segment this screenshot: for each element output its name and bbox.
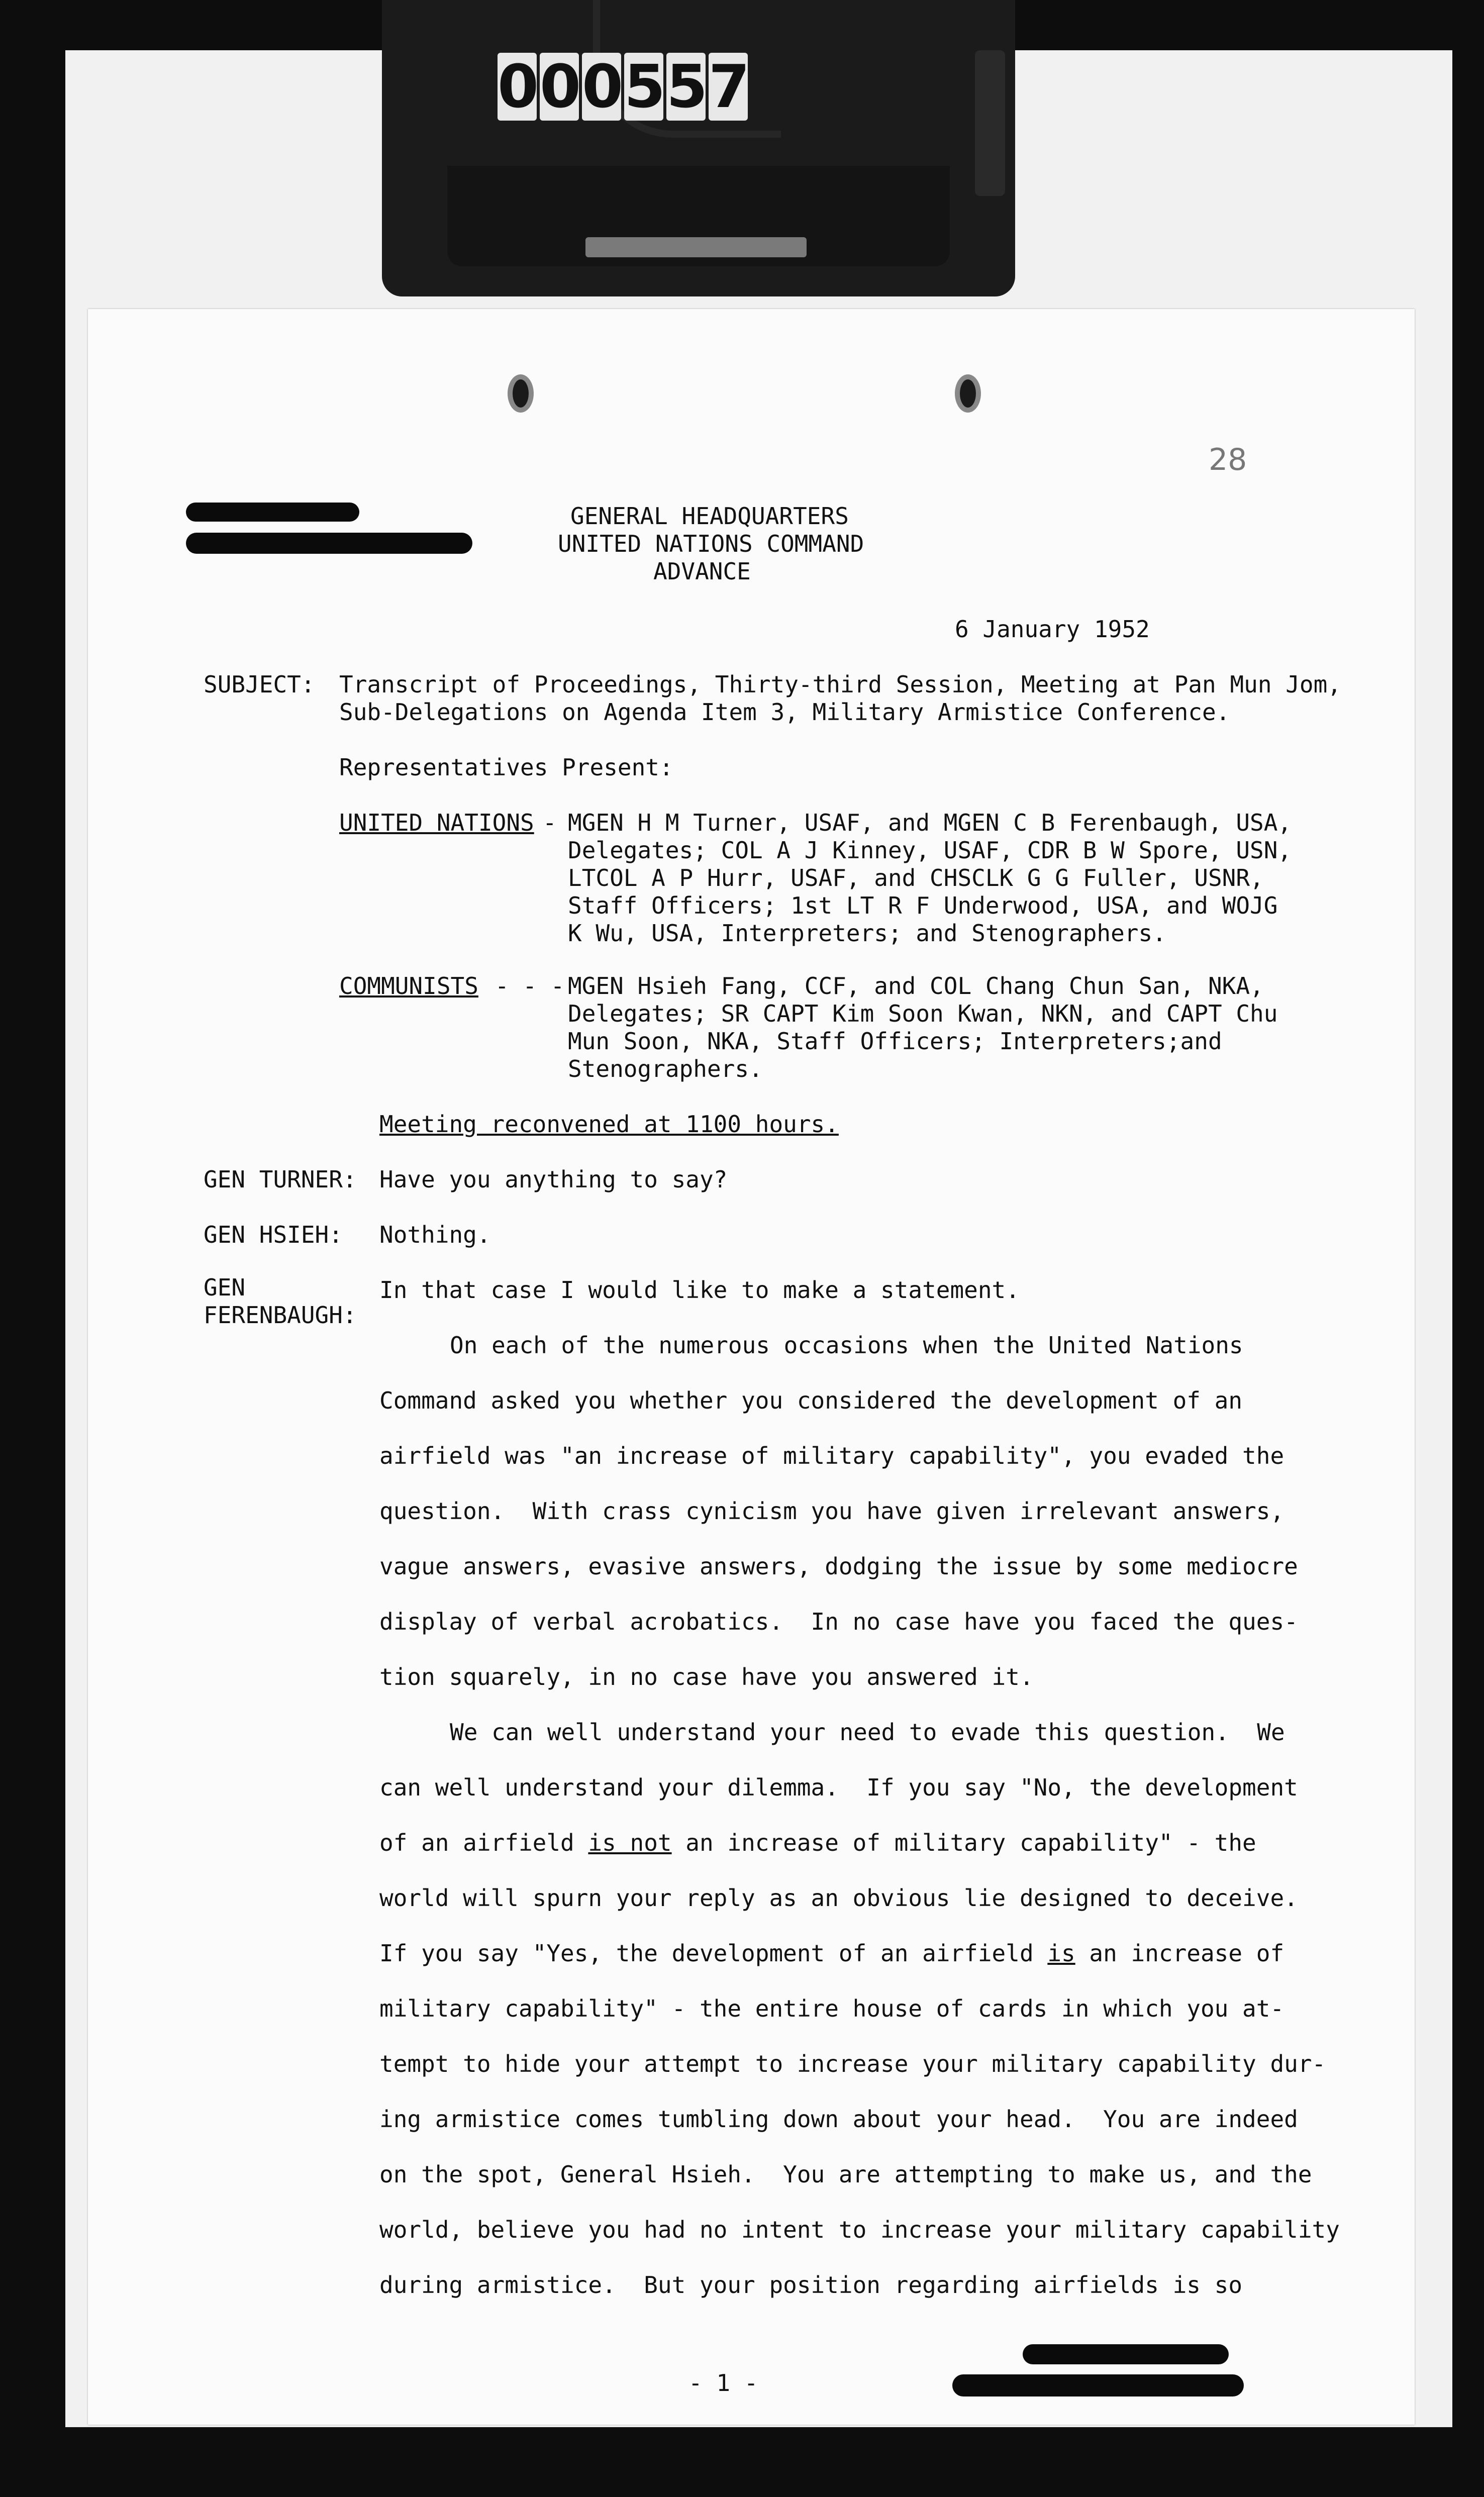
device-knob bbox=[975, 50, 1005, 196]
counter-device bbox=[382, 0, 1015, 296]
body-line: world, believe you had no intent to increase your military capability bbox=[379, 2216, 1340, 2243]
redaction-bar bbox=[1023, 2344, 1229, 2364]
emphasis-text: is bbox=[1047, 1940, 1075, 1967]
body-line: We can well understand your need to evade this question. We bbox=[450, 1719, 1285, 1746]
subject-label: SUBJECT: bbox=[204, 671, 315, 698]
communists-dash: - - - bbox=[495, 972, 565, 1000]
body-line: tion squarely, in no case have you answered it. bbox=[379, 1663, 1034, 1690]
redaction-bar bbox=[952, 2374, 1244, 2396]
body-line: Command asked you whether you considered the development of an bbox=[379, 1387, 1243, 1414]
body-line: military capability" - the entire house of cards in which you at- bbox=[379, 1995, 1284, 2022]
dialogue-text: Have you anything to say? bbox=[379, 1166, 728, 1193]
punch-hole bbox=[508, 374, 534, 413]
communists-line: MGEN Hsieh Fang, CCF, and COL Chang Chun San, NKA, bbox=[568, 972, 1264, 1000]
date: 6 January 1952 bbox=[955, 616, 1150, 643]
speaker: FERENBAUGH: bbox=[204, 1302, 357, 1329]
body-text: of an airfield bbox=[379, 1829, 588, 1856]
device-base bbox=[447, 166, 950, 266]
counter-digit: 0 bbox=[498, 52, 539, 121]
representatives-heading: Representatives Present: bbox=[339, 754, 673, 781]
body-line: display of verbal acrobatics. In no case have you faced the ques- bbox=[379, 1608, 1298, 1635]
un-line: Delegates; COL A J Kinney, USAF, CDR B W Spore, USN, bbox=[568, 837, 1292, 864]
communists-line: Stenographers. bbox=[568, 1055, 763, 1082]
body-line: ing armistice comes tumbling down about your head. You are indeed bbox=[379, 2106, 1298, 2133]
speaker: GEN bbox=[204, 1274, 246, 1301]
frame-counter bbox=[498, 53, 748, 121]
subject-line: Sub-Delegations on Agenda Item 3, Military Armistice Conference. bbox=[339, 698, 1230, 726]
counter-digit: 0 bbox=[582, 52, 624, 121]
body-line: On each of the numerous occasions when the United Nations bbox=[450, 1332, 1243, 1359]
body-line: vague answers, evasive answers, dodging the issue by some mediocre bbox=[379, 1553, 1298, 1580]
communists-line: Mun Soon, NKA, Staff Officers; Interpreters;and bbox=[568, 1028, 1222, 1055]
punch-hole bbox=[955, 374, 981, 413]
counter-digit: 0 bbox=[540, 52, 581, 121]
page-mark: 28 bbox=[1209, 442, 1247, 477]
body-line: airfield was "an increase of military capability", you evaded the bbox=[379, 1442, 1284, 1469]
un-line: Staff Officers; 1st LT R F Underwood, USA, and WOJG bbox=[568, 892, 1278, 919]
redaction-bar bbox=[186, 503, 359, 522]
subject-line: Transcript of Proceedings, Thirty-third Session, Meeting at Pan Mun Jom, bbox=[339, 671, 1341, 698]
un-dash: - bbox=[543, 809, 557, 836]
dialogue-text: Nothing. bbox=[379, 1221, 491, 1248]
counter-digit: 5 bbox=[624, 52, 666, 121]
body-line: can well understand your dilemma. If you say "No, the development bbox=[379, 1774, 1298, 1801]
device-plate bbox=[585, 237, 807, 257]
counter-digit: 7 bbox=[709, 52, 750, 121]
speaker: GEN TURNER: bbox=[204, 1166, 357, 1193]
body-text: an increase of military capability" - the bbox=[671, 1829, 1256, 1856]
body-line: on the spot, General Hsieh. You are attempting to make us, and the bbox=[379, 2161, 1312, 2188]
page-number: - 1 - bbox=[688, 2369, 758, 2396]
body-line: question. With crass cynicism you have given irrelevant answers, bbox=[379, 1497, 1284, 1525]
body-line: world will spurn your reply as an obvious lie designed to deceive. bbox=[379, 1884, 1298, 1912]
communists-label: COMMUNISTS bbox=[339, 972, 478, 1000]
body-line bbox=[379, 1829, 1256, 1856]
emphasis-text: is not bbox=[588, 1829, 672, 1856]
body-line: tempt to hide your attempt to increase your military capability dur- bbox=[379, 2050, 1326, 2077]
speaker: GEN HSIEH: bbox=[204, 1221, 343, 1248]
un-label: UNITED NATIONS bbox=[339, 809, 534, 836]
header-line: ADVANCE bbox=[653, 558, 751, 585]
un-line: LTCOL A P Hurr, USAF, and CHSCLK G G Fuller, USNR, bbox=[568, 864, 1264, 891]
dialogue-text: In that case I would like to make a statement. bbox=[379, 1276, 1020, 1304]
body-text: an increase of bbox=[1075, 1940, 1284, 1967]
redaction-bar bbox=[186, 533, 472, 554]
body-line bbox=[379, 1940, 1284, 1967]
body-line: during armistice. But your position regarding airfields is so bbox=[379, 2271, 1243, 2299]
header-line: GENERAL HEADQUARTERS bbox=[570, 503, 849, 530]
meeting-note: Meeting reconvened at 1100 hours. bbox=[379, 1111, 839, 1138]
un-line: MGEN H M Turner, USAF, and MGEN C B Ferenbaugh, USA, bbox=[568, 809, 1292, 836]
counter-digit: 5 bbox=[666, 52, 708, 121]
un-line: K Wu, USA, Interpreters; and Stenographers. bbox=[568, 920, 1166, 947]
header-line: UNITED NATIONS COMMAND bbox=[558, 530, 864, 557]
communists-line: Delegates; SR CAPT Kim Soon Kwan, NKN, and CAPT Chu bbox=[568, 1000, 1278, 1027]
body-text: If you say "Yes, the development of an airfield bbox=[379, 1940, 1048, 1967]
document-page bbox=[88, 309, 1415, 2425]
